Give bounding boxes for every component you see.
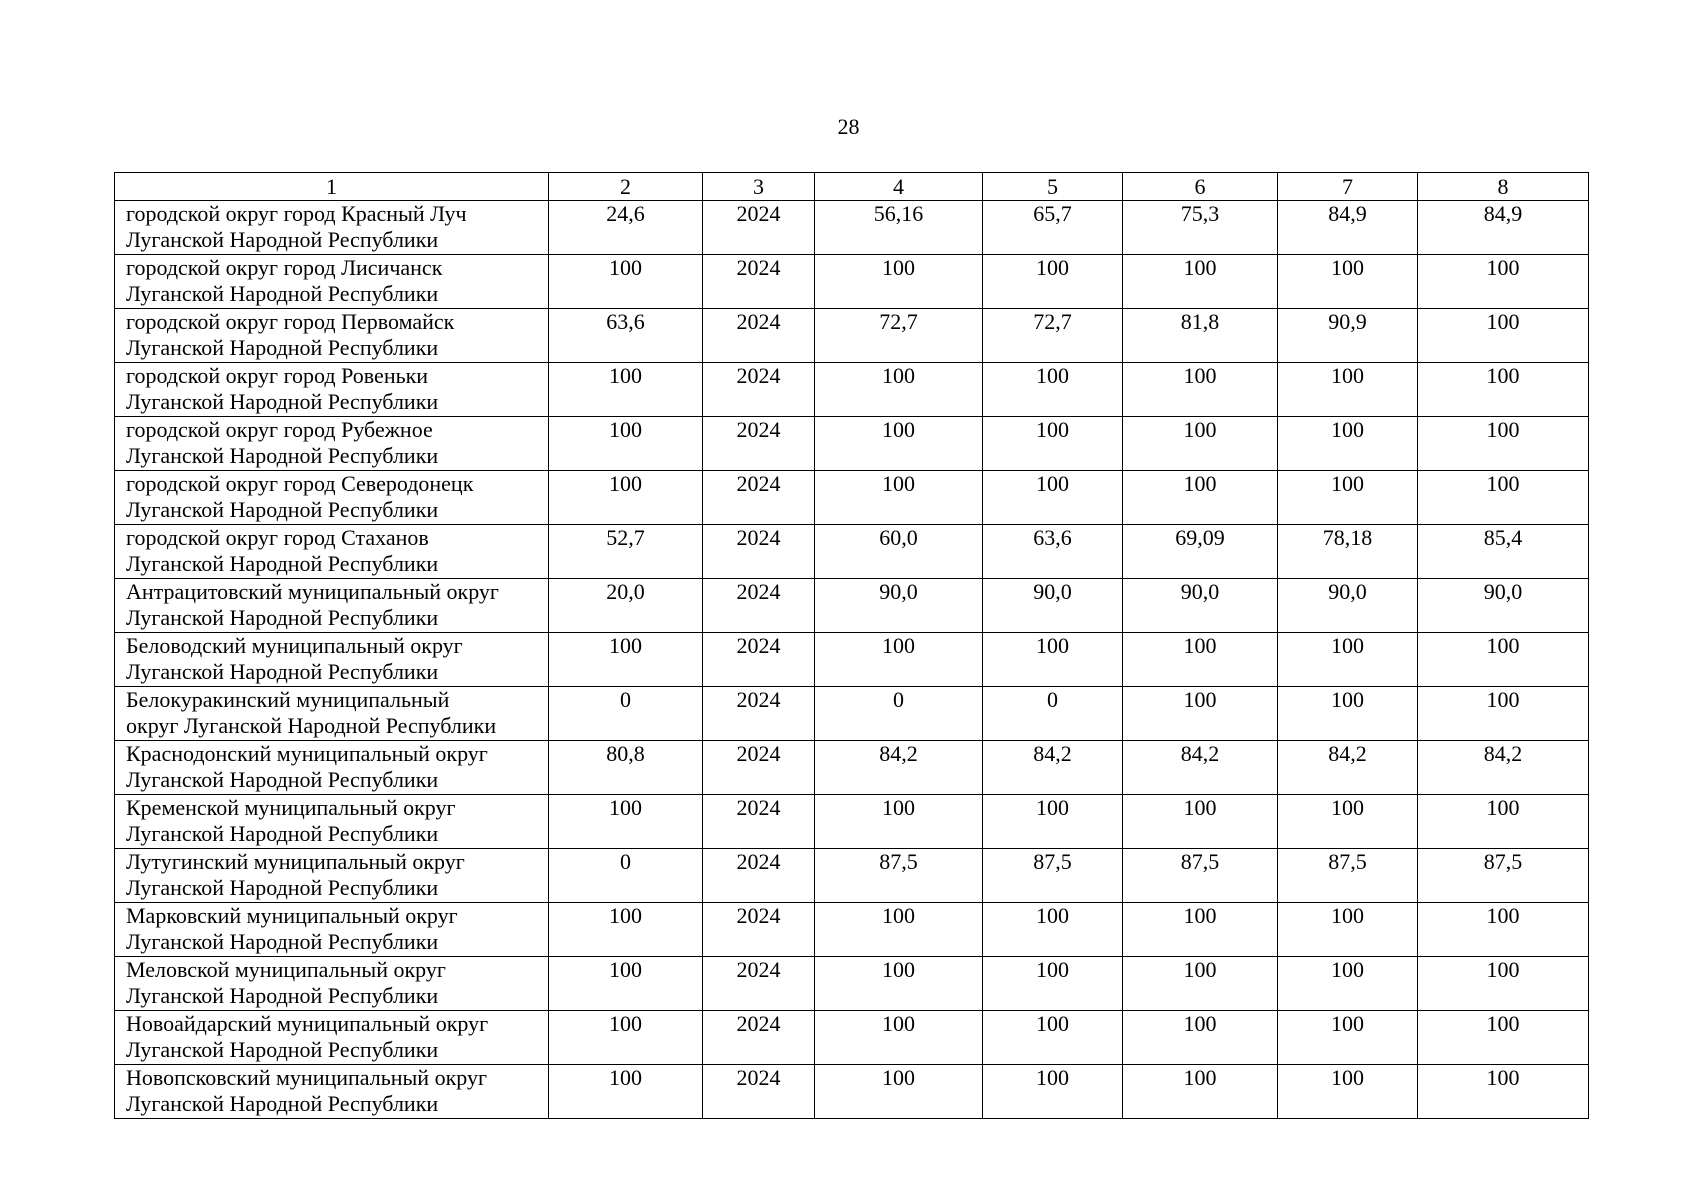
municipality-name-line-2: Луганской Народной Республики bbox=[126, 1091, 439, 1116]
value-cell-col-8: 100 bbox=[1418, 903, 1589, 957]
value-cell-col-8: 100 bbox=[1418, 471, 1589, 525]
value-cell-col-6: 100 bbox=[1123, 1065, 1278, 1119]
value-cell-col-4: 84,2 bbox=[815, 741, 983, 795]
value-cell-col-7: 78,18 bbox=[1278, 525, 1418, 579]
table-row bbox=[115, 1065, 1589, 1119]
municipality-name-line-2: Луганской Народной Республики bbox=[126, 551, 439, 576]
value-cell-col-7: 100 bbox=[1278, 417, 1418, 471]
value-cell-col-2: 100 bbox=[549, 795, 703, 849]
municipality-name-line-2: Луганской Народной Республики bbox=[126, 983, 439, 1008]
value-cell-col-7: 100 bbox=[1278, 363, 1418, 417]
table-row bbox=[115, 363, 1589, 417]
value-cell-col-5: 87,5 bbox=[983, 849, 1123, 903]
value-cell-col-4: 87,5 bbox=[815, 849, 983, 903]
value-cell-col-7: 100 bbox=[1278, 1011, 1418, 1065]
value-cell-col-4: 100 bbox=[815, 1065, 983, 1119]
column-header-7: 7 bbox=[1278, 173, 1418, 201]
municipality-name-line-1: Меловской муниципальный округ bbox=[126, 957, 446, 982]
table-row bbox=[115, 903, 1589, 957]
value-cell-col-4: 100 bbox=[815, 255, 983, 309]
municipality-name-cell bbox=[115, 417, 549, 471]
municipality-name-cell bbox=[115, 309, 549, 363]
municipality-name-cell bbox=[115, 687, 549, 741]
value-cell-col-8: 90,0 bbox=[1418, 579, 1589, 633]
value-cell-col-8: 100 bbox=[1418, 1065, 1589, 1119]
table-row bbox=[115, 687, 1589, 741]
value-cell-col-3: 2024 bbox=[703, 741, 815, 795]
municipality-name-line-1: Белокуракинский муниципальный bbox=[126, 687, 450, 712]
municipality-name-line-2: округ Луганской Народной Республики bbox=[126, 713, 497, 738]
municipality-name-cell bbox=[115, 633, 549, 687]
table-row bbox=[115, 471, 1589, 525]
table-row bbox=[115, 417, 1589, 471]
value-cell-col-8: 100 bbox=[1418, 957, 1589, 1011]
value-cell-col-8: 100 bbox=[1418, 309, 1589, 363]
value-cell-col-3: 2024 bbox=[703, 633, 815, 687]
value-cell-col-3: 2024 bbox=[703, 525, 815, 579]
value-cell-col-2: 100 bbox=[549, 1011, 703, 1065]
value-cell-col-8: 87,5 bbox=[1418, 849, 1589, 903]
column-header-3: 3 bbox=[703, 173, 815, 201]
table-row bbox=[115, 795, 1589, 849]
table-row bbox=[115, 741, 1589, 795]
value-cell-col-5: 100 bbox=[983, 1065, 1123, 1119]
municipality-name-line-1: городской округ город Северодонецк bbox=[126, 471, 474, 496]
value-cell-col-5: 100 bbox=[983, 255, 1123, 309]
value-cell-col-5: 100 bbox=[983, 633, 1123, 687]
value-cell-col-2: 100 bbox=[549, 1065, 703, 1119]
value-cell-col-4: 100 bbox=[815, 1011, 983, 1065]
table-row bbox=[115, 309, 1589, 363]
value-cell-col-2: 0 bbox=[549, 687, 703, 741]
value-cell-col-6: 84,2 bbox=[1123, 741, 1278, 795]
column-header-4: 4 bbox=[815, 173, 983, 201]
value-cell-col-7: 100 bbox=[1278, 957, 1418, 1011]
municipality-name-line-1: Беловодский муниципальный округ bbox=[126, 633, 463, 658]
value-cell-col-3: 2024 bbox=[703, 417, 815, 471]
value-cell-col-7: 84,9 bbox=[1278, 201, 1418, 255]
value-cell-col-3: 2024 bbox=[703, 1065, 815, 1119]
value-cell-col-4: 100 bbox=[815, 795, 983, 849]
municipality-name-cell bbox=[115, 525, 549, 579]
value-cell-col-6: 100 bbox=[1123, 903, 1278, 957]
value-cell-col-2: 100 bbox=[549, 417, 703, 471]
value-cell-col-6: 87,5 bbox=[1123, 849, 1278, 903]
value-cell-col-2: 100 bbox=[549, 957, 703, 1011]
value-cell-col-5: 72,7 bbox=[983, 309, 1123, 363]
municipality-name-line-1: Лутугинский муниципальный округ bbox=[126, 849, 465, 874]
value-cell-col-4: 100 bbox=[815, 957, 983, 1011]
value-cell-col-7: 100 bbox=[1278, 687, 1418, 741]
value-cell-col-2: 80,8 bbox=[549, 741, 703, 795]
table-row bbox=[115, 957, 1589, 1011]
data-table bbox=[114, 172, 1589, 1119]
value-cell-col-6: 81,8 bbox=[1123, 309, 1278, 363]
value-cell-col-6: 100 bbox=[1123, 255, 1278, 309]
column-header-2: 2 bbox=[549, 173, 703, 201]
municipality-name-cell bbox=[115, 903, 549, 957]
municipality-name-cell bbox=[115, 1065, 549, 1119]
column-header-8: 8 bbox=[1418, 173, 1589, 201]
municipality-name-line-2: Луганской Народной Республики bbox=[126, 497, 439, 522]
value-cell-col-3: 2024 bbox=[703, 309, 815, 363]
municipality-name-line-2: Луганской Народной Республики bbox=[126, 335, 439, 360]
municipality-name-line-1: Новопсковский муниципальный округ bbox=[126, 1065, 488, 1090]
value-cell-col-5: 100 bbox=[983, 363, 1123, 417]
municipality-name-line-1: городской округ город Лисичанск bbox=[126, 255, 443, 280]
value-cell-col-3: 2024 bbox=[703, 255, 815, 309]
value-cell-col-4: 100 bbox=[815, 903, 983, 957]
value-cell-col-4: 100 bbox=[815, 363, 983, 417]
municipality-name-cell bbox=[115, 849, 549, 903]
value-cell-col-4: 100 bbox=[815, 417, 983, 471]
value-cell-col-3: 2024 bbox=[703, 903, 815, 957]
value-cell-col-2: 52,7 bbox=[549, 525, 703, 579]
column-number-row bbox=[115, 173, 1589, 201]
value-cell-col-2: 0 bbox=[549, 849, 703, 903]
value-cell-col-5: 100 bbox=[983, 957, 1123, 1011]
value-cell-col-7: 100 bbox=[1278, 255, 1418, 309]
value-cell-col-7: 84,2 bbox=[1278, 741, 1418, 795]
value-cell-col-7: 100 bbox=[1278, 903, 1418, 957]
municipality-name-line-1: городской округ город Ровеньки bbox=[126, 363, 429, 388]
value-cell-col-5: 100 bbox=[983, 1011, 1123, 1065]
value-cell-col-2: 63,6 bbox=[549, 309, 703, 363]
value-cell-col-8: 100 bbox=[1418, 795, 1589, 849]
table-row bbox=[115, 1011, 1589, 1065]
value-cell-col-6: 100 bbox=[1123, 417, 1278, 471]
municipality-name-line-1: городской округ город Стаханов bbox=[126, 525, 429, 550]
municipality-name-line-2: Луганской Народной Республики bbox=[126, 659, 439, 684]
value-cell-col-3: 2024 bbox=[703, 957, 815, 1011]
value-cell-col-7: 100 bbox=[1278, 633, 1418, 687]
municipality-name-line-2: Луганской Народной Республики bbox=[126, 929, 439, 954]
value-cell-col-2: 24,6 bbox=[549, 201, 703, 255]
value-cell-col-5: 100 bbox=[983, 471, 1123, 525]
table-row bbox=[115, 579, 1589, 633]
value-cell-col-4: 100 bbox=[815, 633, 983, 687]
municipality-name-line-2: Луганской Народной Республики bbox=[126, 443, 439, 468]
value-cell-col-7: 90,9 bbox=[1278, 309, 1418, 363]
value-cell-col-8: 100 bbox=[1418, 1011, 1589, 1065]
value-cell-col-4: 60,0 bbox=[815, 525, 983, 579]
value-cell-col-3: 2024 bbox=[703, 579, 815, 633]
value-cell-col-4: 0 bbox=[815, 687, 983, 741]
value-cell-col-3: 2024 bbox=[703, 795, 815, 849]
value-cell-col-7: 87,5 bbox=[1278, 849, 1418, 903]
value-cell-col-5: 100 bbox=[983, 417, 1123, 471]
value-cell-col-3: 2024 bbox=[703, 687, 815, 741]
value-cell-col-8: 84,9 bbox=[1418, 201, 1589, 255]
table-row bbox=[115, 201, 1589, 255]
table-body bbox=[115, 201, 1589, 1119]
municipality-name-line-2: Луганской Народной Республики bbox=[126, 389, 439, 414]
value-cell-col-2: 100 bbox=[549, 633, 703, 687]
municipality-name-line-2: Луганской Народной Республики bbox=[126, 227, 439, 252]
value-cell-col-7: 100 bbox=[1278, 471, 1418, 525]
value-cell-col-2: 100 bbox=[549, 363, 703, 417]
municipality-name-cell bbox=[115, 741, 549, 795]
column-header-5: 5 bbox=[983, 173, 1123, 201]
value-cell-col-6: 100 bbox=[1123, 1011, 1278, 1065]
value-cell-col-7: 100 bbox=[1278, 795, 1418, 849]
value-cell-col-6: 100 bbox=[1123, 363, 1278, 417]
municipality-name-cell bbox=[115, 255, 549, 309]
value-cell-col-6: 100 bbox=[1123, 795, 1278, 849]
value-cell-col-8: 100 bbox=[1418, 417, 1589, 471]
value-cell-col-5: 100 bbox=[983, 903, 1123, 957]
value-cell-col-5: 84,2 bbox=[983, 741, 1123, 795]
value-cell-col-8: 100 bbox=[1418, 687, 1589, 741]
municipality-name-line-2: Луганской Народной Республики bbox=[126, 767, 439, 792]
value-cell-col-2: 20,0 bbox=[549, 579, 703, 633]
value-cell-col-6: 69,09 bbox=[1123, 525, 1278, 579]
value-cell-col-5: 63,6 bbox=[983, 525, 1123, 579]
municipality-name-cell bbox=[115, 201, 549, 255]
value-cell-col-4: 100 bbox=[815, 471, 983, 525]
municipality-name-line-2: Луганской Народной Республики bbox=[126, 281, 439, 306]
municipality-name-line-1: городской округ город Первомайск bbox=[126, 309, 455, 334]
value-cell-col-2: 100 bbox=[549, 255, 703, 309]
column-header-6: 6 bbox=[1123, 173, 1278, 201]
value-cell-col-8: 84,2 bbox=[1418, 741, 1589, 795]
value-cell-col-4: 72,7 bbox=[815, 309, 983, 363]
municipality-name-line-2: Луганской Народной Республики bbox=[126, 821, 439, 846]
value-cell-col-5: 90,0 bbox=[983, 579, 1123, 633]
municipality-name-line-1: городской округ город Рубежное bbox=[126, 417, 433, 442]
municipality-name-cell bbox=[115, 795, 549, 849]
table-row bbox=[115, 255, 1589, 309]
value-cell-col-6: 75,3 bbox=[1123, 201, 1278, 255]
value-cell-col-3: 2024 bbox=[703, 471, 815, 525]
value-cell-col-6: 100 bbox=[1123, 633, 1278, 687]
value-cell-col-3: 2024 bbox=[703, 1011, 815, 1065]
municipality-name-line-1: Антрацитовский муниципальный округ bbox=[126, 579, 499, 604]
value-cell-col-8: 100 bbox=[1418, 255, 1589, 309]
value-cell-col-3: 2024 bbox=[703, 849, 815, 903]
value-cell-col-4: 90,0 bbox=[815, 579, 983, 633]
value-cell-col-5: 100 bbox=[983, 795, 1123, 849]
municipality-name-cell bbox=[115, 579, 549, 633]
municipality-name-line-2: Луганской Народной Республики bbox=[126, 605, 439, 630]
value-cell-col-4: 56,16 bbox=[815, 201, 983, 255]
value-cell-col-6: 100 bbox=[1123, 957, 1278, 1011]
page-number: 28 bbox=[837, 114, 860, 139]
value-cell-col-3: 2024 bbox=[703, 363, 815, 417]
municipality-name-line-1: Новоайдарский муниципальный округ bbox=[126, 1011, 489, 1036]
municipality-name-line-1: Краснодонский муниципальный округ bbox=[126, 741, 488, 766]
table-row bbox=[115, 633, 1589, 687]
value-cell-col-7: 90,0 bbox=[1278, 579, 1418, 633]
municipality-name-cell bbox=[115, 363, 549, 417]
value-cell-col-5: 0 bbox=[983, 687, 1123, 741]
value-cell-col-5: 65,7 bbox=[983, 201, 1123, 255]
municipality-name-cell bbox=[115, 957, 549, 1011]
municipality-name-cell bbox=[115, 1011, 549, 1065]
value-cell-col-6: 100 bbox=[1123, 471, 1278, 525]
municipality-name-line-1: Марковский муниципальный округ bbox=[126, 903, 458, 928]
value-cell-col-6: 90,0 bbox=[1123, 579, 1278, 633]
value-cell-col-2: 100 bbox=[549, 471, 703, 525]
value-cell-col-8: 85,4 bbox=[1418, 525, 1589, 579]
value-cell-col-3: 2024 bbox=[703, 201, 815, 255]
municipality-name-line-2: Луганской Народной Республики bbox=[126, 875, 439, 900]
municipality-name-line-2: Луганской Народной Республики bbox=[126, 1037, 439, 1062]
municipality-name-line-1: Кременской муниципальный округ bbox=[126, 795, 456, 820]
value-cell-col-8: 100 bbox=[1418, 363, 1589, 417]
value-cell-col-6: 100 bbox=[1123, 687, 1278, 741]
value-cell-col-8: 100 bbox=[1418, 633, 1589, 687]
municipality-name-line-1: городской округ город Красный Луч bbox=[126, 201, 467, 226]
column-header-1: 1 bbox=[115, 173, 549, 201]
municipality-name-cell bbox=[115, 471, 549, 525]
table-row bbox=[115, 525, 1589, 579]
table-row bbox=[115, 849, 1589, 903]
value-cell-col-7: 100 bbox=[1278, 1065, 1418, 1119]
value-cell-col-2: 100 bbox=[549, 903, 703, 957]
